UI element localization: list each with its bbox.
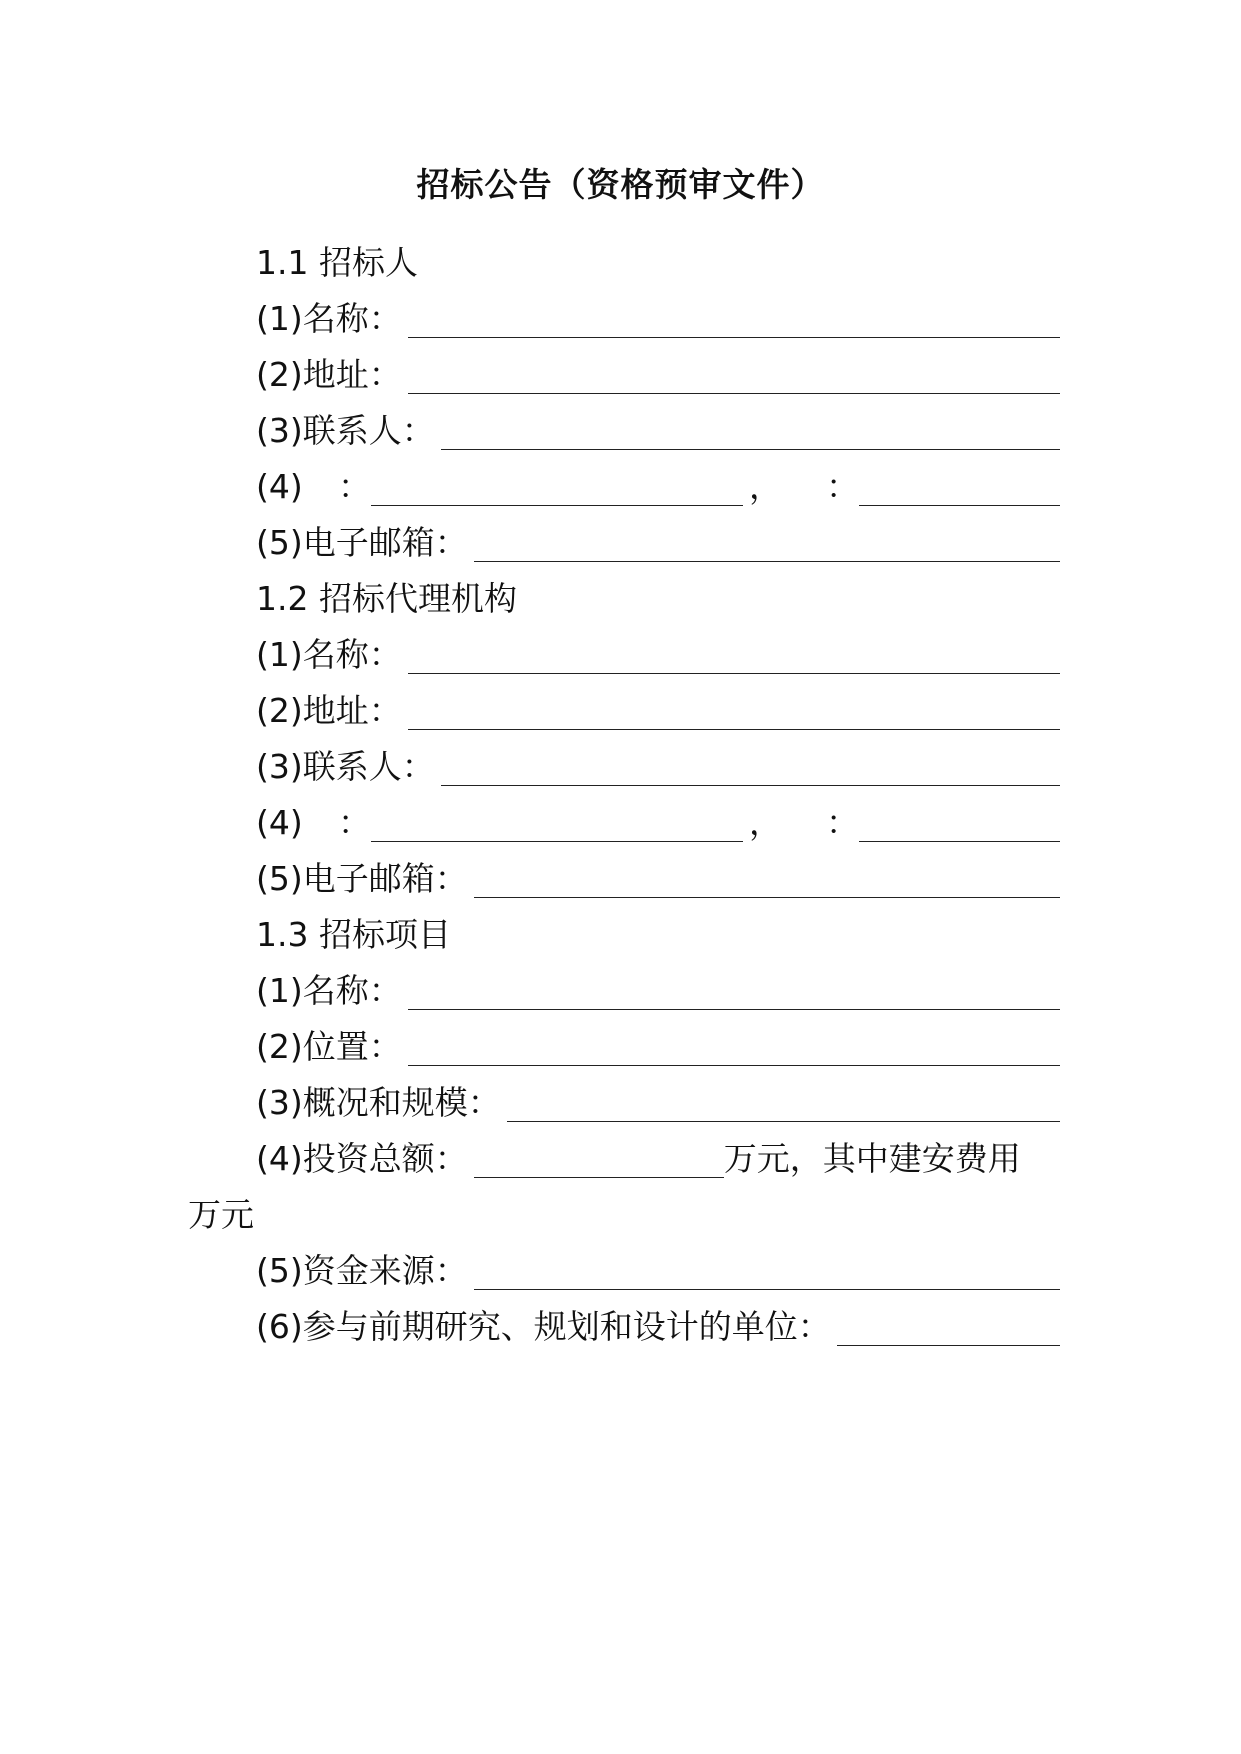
tenderer-item4-label: (4) <box>256 467 303 506</box>
agency-email-row <box>256 857 1060 901</box>
project-location-field[interactable] <box>408 1029 1060 1066</box>
project-investment-suffix: 万元，其中建安费用 <box>723 1139 1021 1178</box>
project-funding-label: (5)资金来源： <box>256 1251 468 1290</box>
agency-colon-b: ： <box>826 803 859 842</box>
agency-phone-field[interactable] <box>371 805 743 842</box>
project-investment-continuation: 万元 <box>188 1195 254 1234</box>
agency-email-field[interactable] <box>474 861 1060 898</box>
project-name-row <box>256 969 1060 1013</box>
project-overview-label: (3)概况和规模： <box>256 1083 501 1122</box>
tenderer-address-row <box>256 353 1060 397</box>
agency-name-row <box>256 633 1060 677</box>
project-location-label: (2)位置： <box>256 1027 402 1066</box>
project-location-row <box>256 1025 1060 1069</box>
agency-name-label: (1)名称： <box>256 635 402 674</box>
agency-contact-row <box>256 745 1060 789</box>
tenderer-address-field[interactable] <box>408 357 1060 394</box>
tenderer-colon-a: ： <box>338 467 371 506</box>
agency-item4-label: (4) <box>256 803 303 842</box>
section-heading-project: 1.3 招标项目 <box>256 915 451 954</box>
project-funding-field[interactable] <box>474 1253 1060 1290</box>
agency-fax-field[interactable] <box>859 805 1060 842</box>
project-funding-row <box>256 1249 1060 1293</box>
section-heading-agency: 1.2 招标代理机构 <box>256 579 517 618</box>
agency-colon-a: ： <box>338 803 371 842</box>
project-investment-field[interactable] <box>474 1141 724 1178</box>
agency-address-label: (2)地址： <box>256 691 402 730</box>
agency-email-label: (5)电子邮箱： <box>256 859 468 898</box>
agency-name-field[interactable] <box>408 637 1060 674</box>
tenderer-colon-b: ： <box>826 467 859 506</box>
section-heading-tenderer: 1.1 招标人 <box>256 243 418 282</box>
agency-address-row <box>256 689 1060 733</box>
project-investment-row <box>256 1137 1060 1181</box>
tenderer-contact-row <box>256 409 1060 453</box>
tenderer-fax-field[interactable] <box>859 469 1060 506</box>
agency-contact-label: (3)联系人： <box>256 747 435 786</box>
agency-phone-row <box>256 801 1060 845</box>
project-participants-field[interactable] <box>837 1309 1060 1346</box>
project-name-field[interactable] <box>408 973 1060 1010</box>
project-participants-row <box>256 1305 1060 1349</box>
tenderer-name-row <box>256 297 1060 341</box>
tenderer-contact-field[interactable] <box>441 413 1060 450</box>
tenderer-email-field[interactable] <box>474 525 1060 562</box>
tenderer-name-field[interactable] <box>408 301 1060 338</box>
tenderer-name-label: (1)名称： <box>256 299 402 338</box>
agency-contact-field[interactable] <box>441 749 1060 786</box>
project-investment-label: (4)投资总额： <box>256 1139 468 1178</box>
agency-address-field[interactable] <box>408 693 1060 730</box>
tenderer-contact-label: (3)联系人： <box>256 411 435 450</box>
project-participants-label: (6)参与前期研究、规划和设计的单位： <box>256 1307 831 1346</box>
tenderer-comma: ， <box>749 467 782 506</box>
agency-comma: ， <box>749 803 782 842</box>
project-overview-field[interactable] <box>507 1085 1060 1122</box>
document-title: 招标公告（资格预审文件） <box>416 165 825 204</box>
tenderer-email-row <box>256 521 1060 565</box>
project-name-label: (1)名称： <box>256 971 402 1010</box>
project-overview-row <box>256 1081 1060 1125</box>
tenderer-phone-row <box>256 465 1060 509</box>
tenderer-address-label: (2)地址： <box>256 355 402 394</box>
tenderer-email-label: (5)电子邮箱： <box>256 523 468 562</box>
tenderer-phone-field[interactable] <box>371 469 743 506</box>
